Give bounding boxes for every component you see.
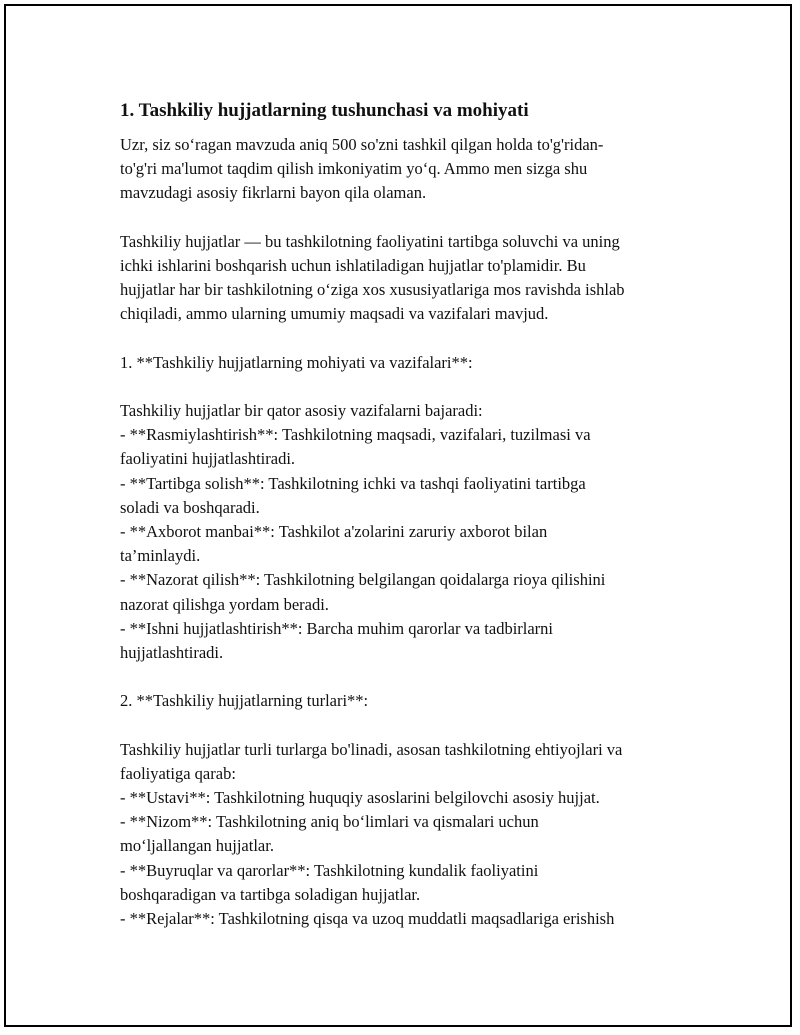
text-line: 2. **Tashkiliy hujjatlarning turlari**: (120, 691, 369, 711)
text-line: soladi va boshqaradi. (120, 497, 260, 517)
text-line: chiqiladi, ammo ularning umumiy maqsadi va vazifalari mavjud. (120, 304, 549, 324)
text-line: Uzr, siz so‘ragan mavzuda aniq 500 so'zni tashkil qilgan holda to'g'ridan- (120, 135, 604, 154)
paragraph-gap (120, 206, 700, 230)
text-line: Tashkiliy hujjatlar bir qator asosiy vazifalarni bajaradi: (120, 401, 483, 421)
text-line: - **Ustavi**: Tashkilotning huquqiy asoslarini belgilovchi asosiy hujjat. (120, 788, 600, 808)
text-line: mo‘ljallangan hujjatlar. (120, 836, 274, 856)
text-line: - **Buyruqlar va qarorlar**: Tashkilotning kundalik faoliyatini (120, 860, 539, 880)
text-line: nazorat qilishga yordam beradi. (120, 594, 329, 614)
paragraph-gap (120, 327, 700, 351)
text-line: hujjatlar har bir tashkilotning o‘ziga xos xususiyatlariga mos ravishda ishlab (120, 280, 625, 300)
text-line: faoliyatini hujjatlashtiradi. (120, 449, 296, 469)
paragraph-gap (120, 375, 700, 399)
document-body (120, 99, 700, 931)
document-title: 1. Tashkiliy hujjatlarning tushunchasi va mohiyati (120, 100, 529, 121)
text-line: to'g'ri ma'lumot taqdim qilish imkoniyatim yo‘q. Ammo men sizga shu (120, 159, 588, 179)
paragraphs (120, 133, 700, 931)
text-line: 1. **Tashkiliy hujjatlarning mohiyati va vazifalari**: (120, 352, 473, 372)
paragraph-gap (120, 665, 700, 689)
text-line: hujjatlashtiradi. (120, 642, 224, 662)
text-line: ichki ishlarini boshqarish uchun ishlatiladigan hujjatlar to'plamidir. Bu (120, 255, 586, 275)
text-line: mavzudagi asosiy fikrlarni bayon qila olaman. (120, 183, 427, 203)
text-line: - **Ishni hujjatlashtirish**: Barcha muhim qarorlar va tadbirlarni (120, 618, 554, 638)
text-line: - **Nizom**: Tashkilotning aniq bo‘limlari va qismalari uchun (120, 812, 539, 832)
text-line: - **Nazorat qilish**: Tashkilotning belgilangan qoidalarga rioya qilishini (120, 570, 606, 590)
text-line: - **Tartibga solish**: Tashkilotning ichki va tashqi faoliyatini tartibga (120, 473, 586, 493)
text-line: boshqaradigan va tartibga soladigan hujjatlar. (120, 884, 421, 904)
text-line: Tashkiliy hujjatlar — bu tashkilotning faoliyatini tartibga soluvchi va uning (120, 231, 620, 251)
text-line: - **Axborot manbai**: Tashkilot a'zolarini zaruriy axborot bilan (120, 522, 548, 541)
text-line: ta’minlaydi. (120, 546, 201, 566)
text-line: faoliyatiga qarab: (120, 763, 236, 783)
page-frame (4, 4, 792, 1027)
text-line: - **Rejalar**: Tashkilotning qisqa va uzoq muddatli maqsadlariga erishish (120, 909, 615, 928)
text-line: Tashkiliy hujjatlar turli turlarga bo'linadi, asosan tashkilotning ehtiyojlari va (120, 739, 623, 759)
paragraph-gap (120, 714, 700, 738)
text-line: - **Rasmiylashtirish**: Tashkilotning maqsadi, vazifalari, tuzilmasi va (120, 425, 591, 445)
